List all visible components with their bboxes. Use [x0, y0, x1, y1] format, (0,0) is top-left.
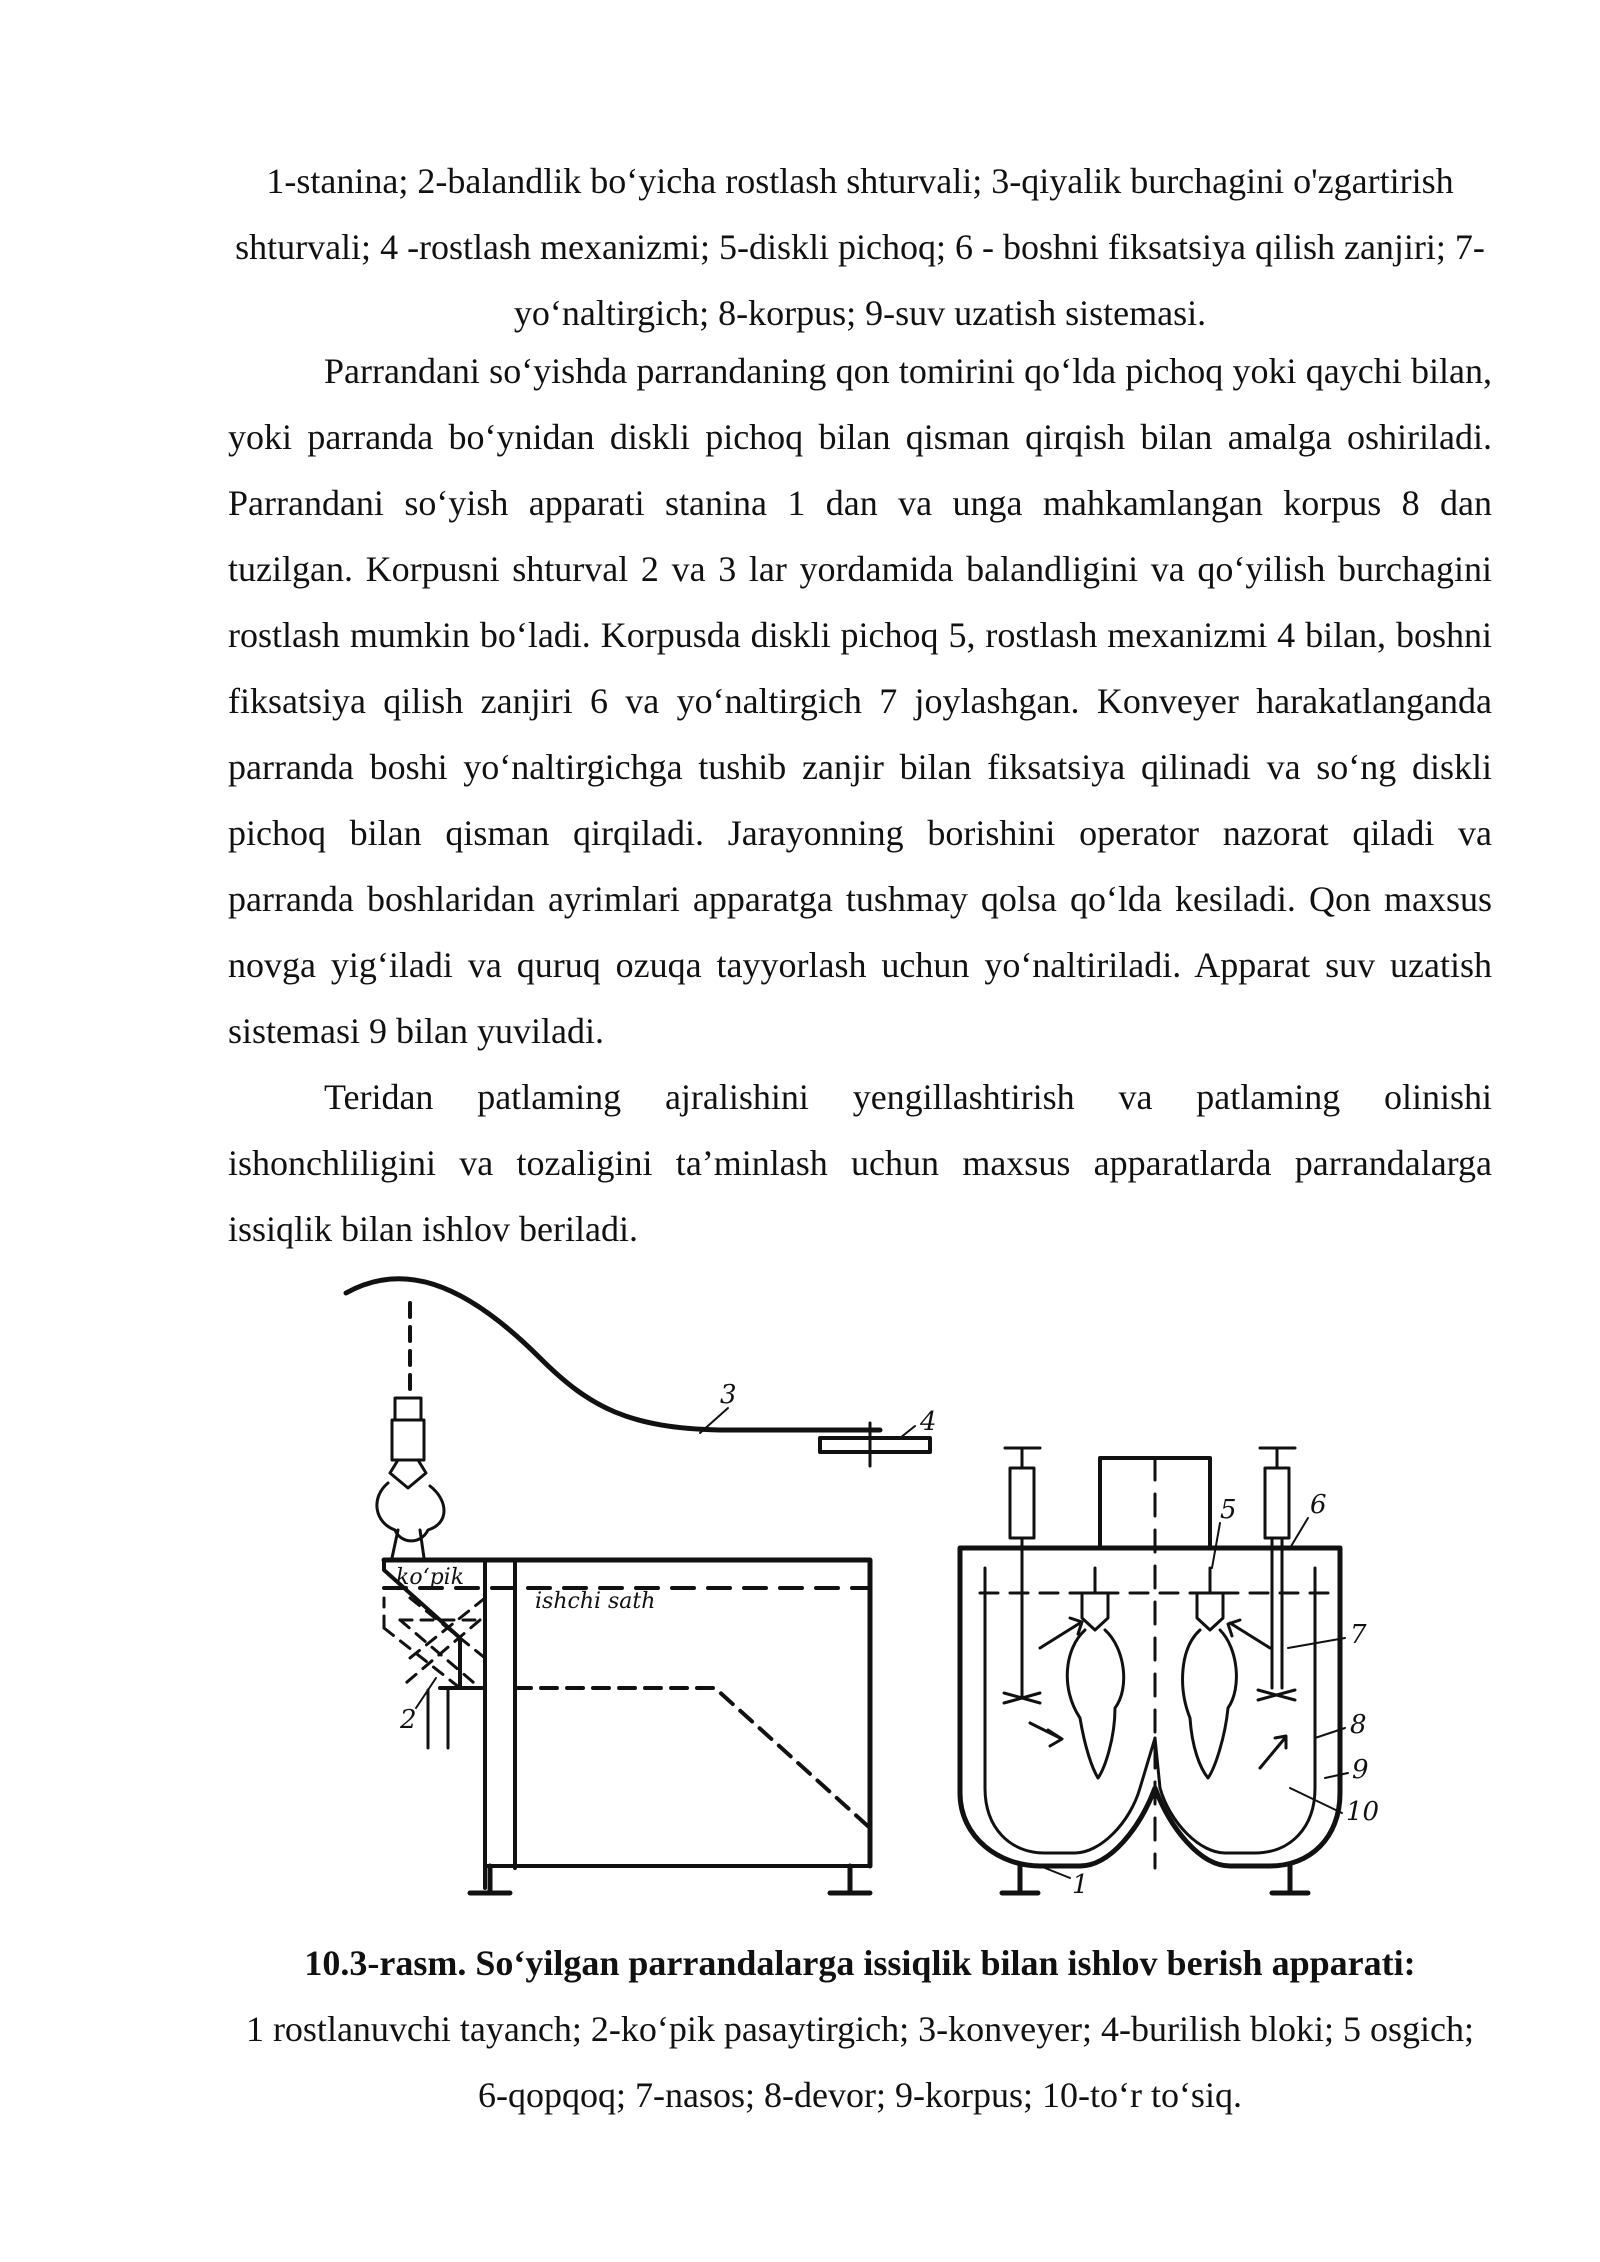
label-9: 9 [1352, 1755, 1369, 1785]
pump-right [1258, 1448, 1295, 1700]
hanging-bird-left [377, 1398, 444, 1558]
previous-figure-caption: 1-stanina; 2-balandlik bo‘yicha rostlash shturvali; 3-qiyalik burchagini o'zgartirish shturvali; 4 -rostlash mexanizmi; 5-diskli pichoq; 6 - boshni fiksatsiya qilish zanjiri; 7-yo‘naltirgich; 8-korpus; 9-suv uzatish sistemasi. [235, 161, 1485, 333]
label-7: 7 [1350, 1620, 1367, 1650]
figure-caption-title: 10.3-rasm. So‘yilgan parrandalarga issiqlik bilan ishlov berish apparati: [304, 1943, 1416, 1983]
label-5: 5 [1220, 1495, 1237, 1525]
paragraph-2: Teridan patlaming ajralishini yengillashtirish va patlaming olinishi ishonchliligini va tozaligini ta’minlash uchun maxsus apparatlarda parrandalarga issiqlik bilan ishlov beriladi. [228, 1077, 1492, 1249]
foam-reducer [384, 1598, 485, 1688]
scalding-apparatus-diagram [340, 1268, 1420, 1898]
right-scalding-tank [960, 1448, 1379, 1898]
turning-block [820, 1438, 930, 1452]
conveyor-line [346, 1279, 880, 1430]
label-2: 2 [400, 1705, 417, 1735]
pump-left [1004, 1448, 1040, 1703]
label-6: 6 [1310, 1490, 1327, 1520]
figure-caption-text: 1 rostlanuvchi tayanch; 2-ko‘pik pasaytirgich; 3-konveyer; 4-burilish bloki; 5 osgich; 6-qopqoq; 7-nasos; 8-devor; 9-korpus; 10-to‘r to‘siq. [245, 2009, 1475, 2115]
body-text [228, 338, 1492, 1262]
label-4: 4 [920, 1407, 937, 1437]
label-8: 8 [1350, 1710, 1367, 1740]
figure-caption [228, 1930, 1492, 2128]
paragraph-1: Parrandani so‘yishda parrandaning qon tomirini qo‘lda pichoq yoki qaychi bilan, yoki parranda bo‘ynidan diskli pichoq bilan qisman qirqish bilan amalga oshiriladi. Parrandani so‘yish apparati stanina 1 dan va unga mahkamlangan korpus 8 dan tuzilgan. Korpusni shturval 2 va 3 lar yordamida balandligini va qo‘yilish burchagini rostlash mumkin bo‘ladi. Korpusda diskli pichoq 5, rostlash mexanizmi 4 bilan, boshni fiksatsiya qilish zanjiri 6 va yo‘naltirgich 7 joylashgan. Konveyer harakatlanganda parranda boshi yo‘naltirgichga tushib zanjir bilan fiksatsiya qilinadi va so‘ng diskli pichoq bilan qisman qirqiladi. Jarayonning borishini operator nazorat qiladi va parranda boshlaridan ayrimlari apparatga tushmay qolsa qo‘lda kesiladi. Qon maxsus novga yig‘iladi va quruq ozuqa tayyorlash uchun yo‘naltiriladi. Apparat suv uzatish sistemasi 9 bilan yuviladi. [228, 351, 1492, 1051]
label-3: 3 [720, 1380, 737, 1410]
label-1: 1 [1072, 1870, 1089, 1898]
label-foam: ko‘pik [396, 1565, 465, 1590]
label-10: 10 [1346, 1797, 1380, 1827]
left-scalding-tank [346, 1279, 937, 1893]
label-working-level: ishchi sath [535, 1589, 656, 1614]
